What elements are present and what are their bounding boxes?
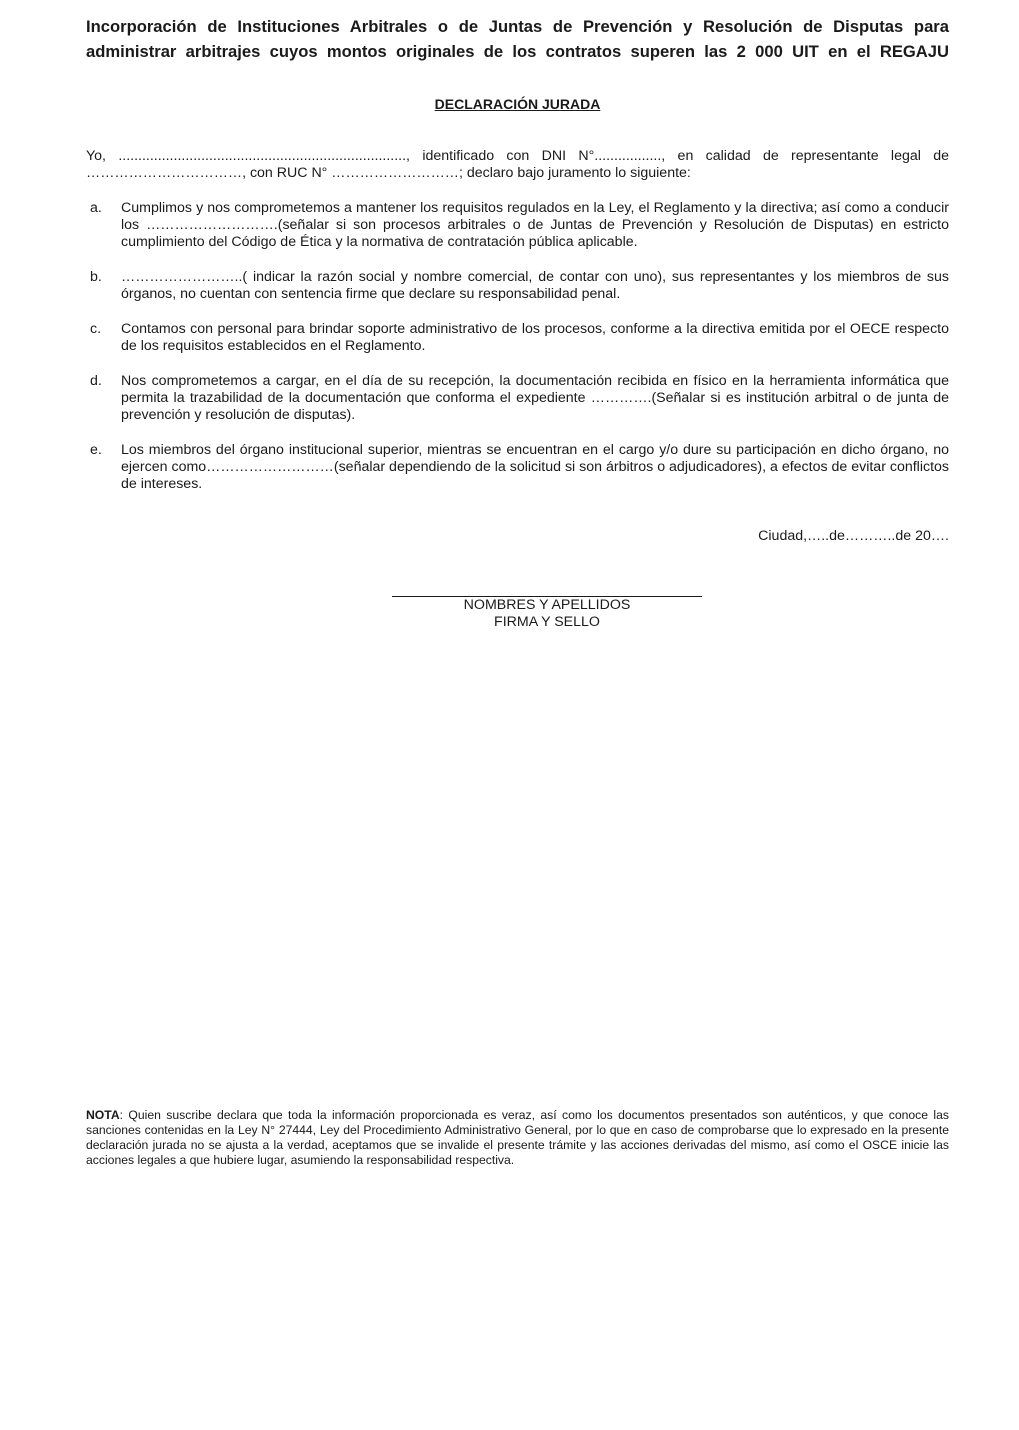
- declaration-item-e: [86, 442, 949, 493]
- legal-note: [86, 1108, 949, 1168]
- item-letter: c.: [90, 321, 102, 337]
- item-text: Nos comprometemos a cargar, en el día de su recepción, la documentación recibida en físico en la herramienta informática que permita la trazabilidad de la documentación que conforma el expediente ………….(Señalar si es institución arbitral o de junta de prevención y resolución de disputas).: [121, 373, 949, 423]
- note-text: : Quien suscribe declara que toda la información proporcionada es veraz, así como los documentos presentados son auténticos, y que conoce las sanciones contenidas en la Ley N° 27444, Ley del Procedimiento Administrativo General, por lo que en caso de comprobarse que lo expresado en la presente declaración jurada no se ajusta a la verdad, aceptamos que se invalide el presente trámite y las acciones derivadas del mismo, así como el OSCE inicie las acciones legales a que hubiere lugar, asumiendo la responsabilidad respectiva.: [86, 1108, 949, 1167]
- item-letter: b.: [90, 269, 102, 285]
- item-text: Cumplimos y nos comprometemos a mantener los requisitos regulados en la Ley, el Reglamento y la directiva; así como a conducir los ……………………….(señalar si son procesos arbitrales o de Juntas de Prevención y Resolución de Disputas) en estricto cumplimiento del Código de Ética y la normativa de contratación pública aplicable.: [121, 200, 949, 250]
- declaration-heading: DECLARACIÓN JURADA: [434, 96, 601, 112]
- item-text: Contamos con personal para brindar soporte administrativo de los procesos, conforme a la directiva emitida por el OECE respecto de los requisitos establecidos en el Reglamento.: [121, 321, 949, 354]
- document-title: Incorporación de Instituciones Arbitrales o de Juntas de Prevención y Resolución de Disputas para administrar arbitrajes cuyos montos originales de los contratos superen las 2 000 UIT en el REGAJU: [86, 17, 949, 61]
- item-letter: d.: [90, 373, 102, 389]
- item-text: ……………………..( indicar la razón social y nombre comercial, de contar con uno), sus representantes y los miembros de sus órganos, no cuentan con sentencia firme que declare su responsabilidad penal.: [121, 269, 949, 302]
- signature-block: [392, 580, 702, 631]
- item-letter: a.: [90, 200, 102, 216]
- declaration-list: [86, 200, 949, 511]
- city-date-line: Ciudad,…..de………..de 20….: [758, 528, 949, 544]
- item-letter: e.: [90, 442, 102, 458]
- declaration-item-b: [86, 269, 949, 303]
- declaration-item-c: [86, 321, 949, 355]
- signature-name-label: NOMBRES Y APELLIDOS: [463, 597, 631, 613]
- declaration-item-a: [86, 200, 949, 251]
- signature-line: [392, 580, 702, 597]
- item-text: Los miembros del órgano institucional superior, mientras se encuentran en el cargo y/o dure su participación en dicho órgano, no ejercen como………………………(señalar dependiendo de la solicitud si son árbitros o adjudicadores), a efectos de evitar conflictos de intereses.: [121, 442, 950, 492]
- note-label: NOTA: [86, 1108, 120, 1122]
- declaration-item-d: [86, 373, 949, 424]
- signature-seal-label: FIRMA Y SELLO: [494, 614, 600, 630]
- declarant-intro: Yo, ........................................................................., identificado con DNI N°................., en calidad de representante legal de ……………………………, con RUC N° ………………………; declaro bajo juramento lo siguiente:: [86, 148, 949, 181]
